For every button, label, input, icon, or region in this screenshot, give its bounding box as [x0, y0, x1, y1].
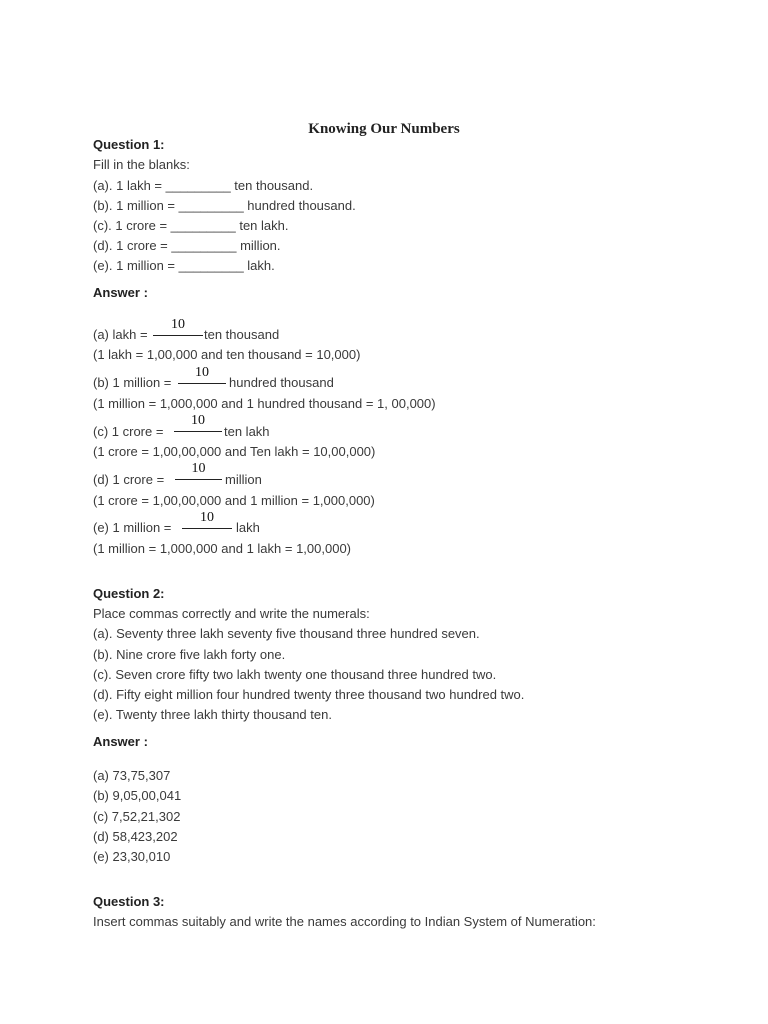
question-1-item-a: (a). 1 lakh = _________ ten thousand. — [93, 178, 314, 193]
question-1-intro: Fill in the blanks: — [93, 157, 190, 172]
answer-a-suffix: ten thousand — [204, 327, 280, 342]
answer-a-prefix: (a) lakh = — [93, 327, 148, 342]
answer-b-prefix: (b) 1 million = — [93, 375, 172, 390]
answer-c-fraction-bar — [174, 431, 222, 432]
question-3-intro: Insert commas suitably and write the names according to Indian System of Numeration: — [93, 914, 596, 929]
answer-b-suffix: hundred thousand — [229, 375, 334, 390]
question-2-item-e: (e). Twenty three lakh thirty thousand ten. — [93, 707, 332, 722]
question-2-answer-d: (d) 58,423,202 — [93, 829, 178, 844]
question-2-answer-label: Answer : — [93, 734, 148, 749]
answer-b-numerator: 10 — [195, 365, 209, 380]
question-2-item-a: (a). Seventy three lakh seventy five thousand three hundred seven. — [93, 626, 480, 641]
answer-d-fraction-bar — [175, 479, 222, 480]
question-1-heading: Question 1: — [93, 137, 165, 152]
question-1-item-c: (c). 1 crore = _________ ten lakh. — [93, 218, 289, 233]
answer-e-suffix: lakh — [236, 520, 260, 535]
question-1-item-b: (b). 1 million = _________ hundred thousand. — [93, 198, 356, 213]
question-2-item-b: (b). Nine crore five lakh forty one. — [93, 647, 286, 662]
answer-e-note: (1 million = 1,000,000 and 1 lakh = 1,00,000) — [93, 541, 352, 556]
page-title: Knowing Our Numbers — [308, 121, 460, 137]
answer-d-suffix: million — [225, 472, 262, 487]
question-2-answer-b: (b) 9,05,00,041 — [93, 788, 182, 803]
answer-e-prefix: (e) 1 million = — [93, 520, 172, 535]
question-2-intro: Place commas correctly and write the numerals: — [93, 606, 370, 621]
question-1-answer-label: Answer : — [93, 285, 148, 300]
question-1-item-d: (d). 1 crore = _________ million. — [93, 238, 281, 253]
answer-a-numerator: 10 — [171, 317, 185, 332]
answer-a-note: (1 lakh = 1,00,000 and ten thousand = 10,000) — [93, 347, 361, 362]
question-2-item-c: (c). Seven crore fifty two lakh twenty one thousand three hundred two. — [93, 667, 497, 682]
answer-a-fraction-bar — [153, 335, 203, 336]
answer-b-note: (1 million = 1,000,000 and 1 hundred thousand = 1, 00,000) — [93, 396, 436, 411]
answer-c-note: (1 crore = 1,00,00,000 and Ten lakh = 10,00,000) — [93, 444, 376, 459]
question-2-answer-a: (a) 73,75,307 — [93, 768, 171, 783]
answer-b-fraction-bar — [178, 383, 226, 384]
answer-e-fraction-bar — [182, 528, 232, 529]
answer-c-prefix: (c) 1 crore = — [93, 424, 164, 439]
answer-c-suffix: ten lakh — [224, 424, 270, 439]
answer-c-numerator: 10 — [191, 413, 205, 428]
answer-d-note: (1 crore = 1,00,00,000 and 1 million = 1,000,000) — [93, 493, 375, 508]
answer-e-numerator: 10 — [200, 510, 214, 525]
question-2-item-d: (d). Fifty eight million four hundred twenty three thousand two hundred two. — [93, 687, 525, 702]
answer-d-prefix: (d) 1 crore = — [93, 472, 165, 487]
question-2-heading: Question 2: — [93, 586, 165, 601]
question-2-answer-c: (c) 7,52,21,302 — [93, 809, 181, 824]
question-1-item-e: (e). 1 million = _________ lakh. — [93, 258, 275, 273]
question-3-heading: Question 3: — [93, 894, 165, 909]
question-2-answer-e: (e) 23,30,010 — [93, 849, 171, 864]
answer-d-numerator: 10 — [191, 461, 206, 476]
